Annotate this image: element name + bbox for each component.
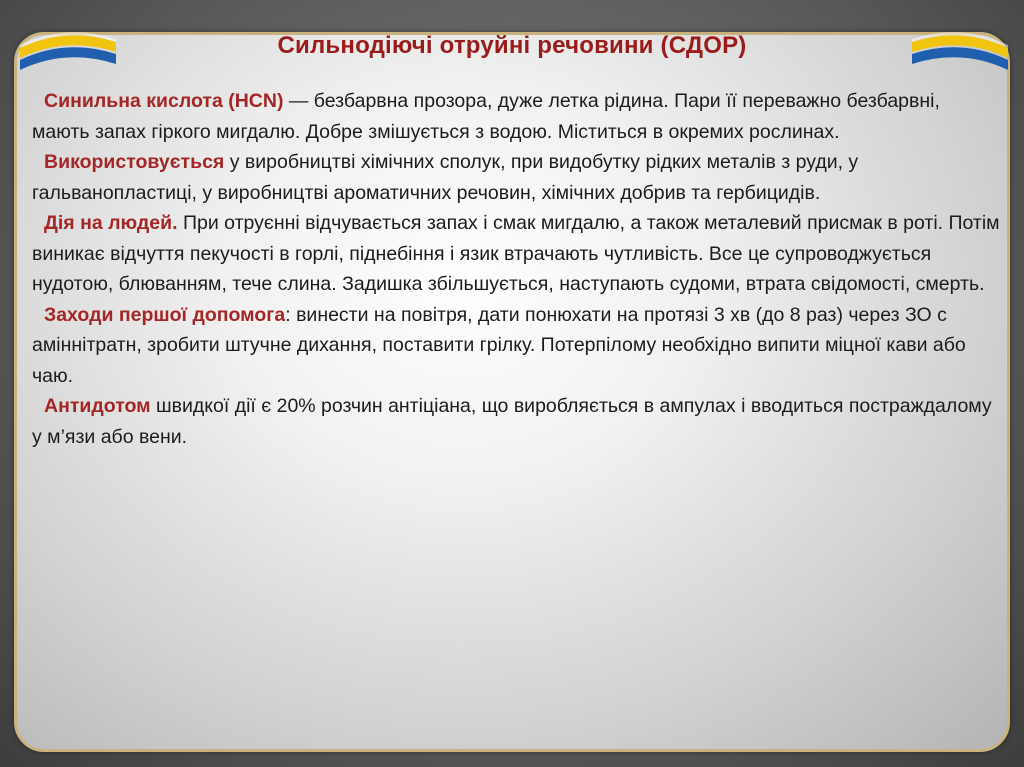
term-usage: Використовується <box>44 151 225 173</box>
paragraph-usage <box>32 147 1002 208</box>
paragraph-text: у виробництві хімічних сполук, при видобутку рідких металів з руди, у гальванопластиці, у виробництві ароматичних речовин, хімічних добрив та гербицидів. <box>32 151 859 204</box>
paragraph-effects <box>32 208 1002 300</box>
term-effects: Дія на людей. <box>44 212 178 234</box>
term-hcn: Синильна кислота (HCN) <box>44 90 284 112</box>
slide-body <box>32 86 1002 452</box>
paragraph-hcn <box>32 86 1002 147</box>
paragraph-first-aid <box>32 300 1002 392</box>
paragraph-text: — безбарвна прозора, дуже летка рідина. Пари її переважно безбарвні, мають запах гіркого мигдалю. Добре змішується з водою. Міститься в окремих рослинах. <box>32 90 940 143</box>
term-first-aid: Заходи першої допомога <box>44 303 286 326</box>
paragraph-text: швидкої дії є 20% розчин антіціана, що виробляється в ампулах і вводиться постраждалому у м’язи або вени. <box>32 395 992 448</box>
slide-title: Сильнодіючі отруйні речовини (СДОР) <box>277 32 747 59</box>
term-antidote: Антидотом <box>44 395 151 417</box>
paragraph-text: : винести на повітря, дати понюхати на протязі 3 хв (до 8 раз) через ЗО с аміннітратн, зробити штучне дихання, поставити грілку. Потерпілому необхідно випити міцної кави або чаю. <box>32 303 966 387</box>
paragraph-antidote <box>32 391 1002 452</box>
paragraph-text: При отруєнні відчувається запах і смак мигдалю, а також металевий присмак в роті. Потім виникає відчуття пекучості в горлі, піднебіння і язик втрачають чутливість. Все це супроводжується нудотою, блюванням, тече слина. Задишка збільшується, наступають судоми, втрата свідомості, смерть. <box>32 212 1000 295</box>
